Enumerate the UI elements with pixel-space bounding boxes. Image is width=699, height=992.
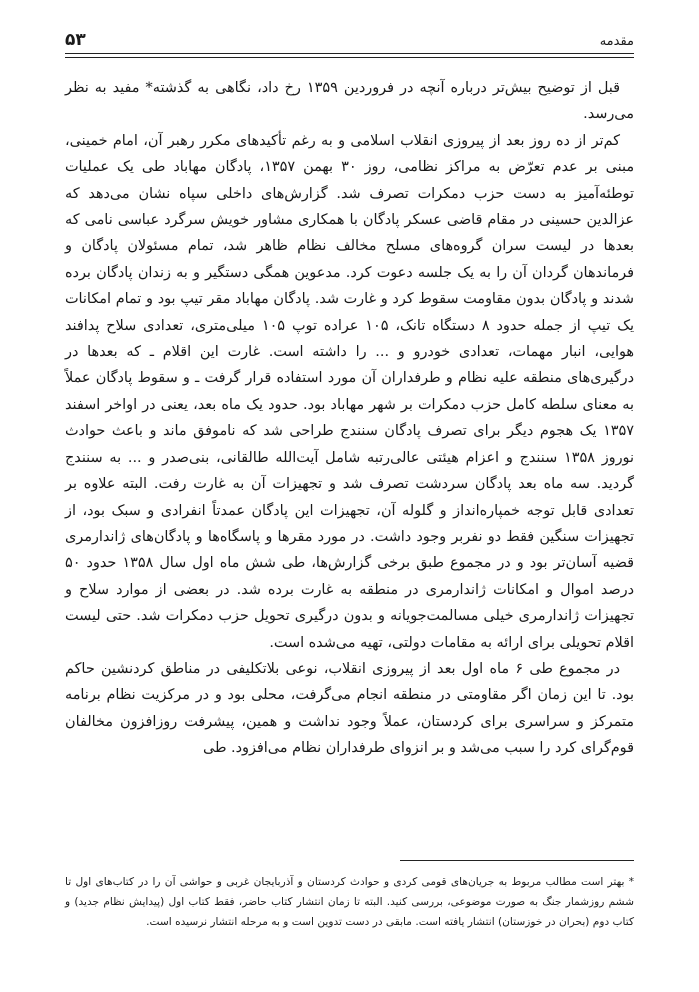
- body-text: [65, 75, 634, 762]
- paragraph-3: در مجموع طی ۶ ماه اول بعد از پیروزی انقلاب، نوعی بلاتکلیفی در مناطق کردنشین حاکم بود. تا این زمان اگر مقاومتی در منطقه انجام می‌گرفت، محلی بود و در مرکزیت نظام برنامه متمرکز و سراسری برای کردستان، عملاً وجود نداشت و همین، پیشرفت روزافزون مخالفان قوم‌گرای کرد را سبب می‌شد و بر انزوای طرفداران نظام می‌افزود. طی: [65, 660, 634, 757]
- footnote-separator: [400, 860, 634, 861]
- paragraph-1: قبل از توضیح بیش‌تر درباره آنچه در فروردین ۱۳۵۹ رخ داد، نگاهی به گذشته* مفید به نظر می‌رسد.: [65, 80, 634, 123]
- footnote: [65, 872, 634, 932]
- chapter-title: مقدمه: [599, 34, 634, 49]
- header-rule: [65, 53, 634, 58]
- paragraph-2: کم‌تر از ده روز بعد از پیروزی انقلاب اسلامی و به رغم تأکیدهای مکرر رهبر آن، امام خمینی، مبنی بر عدم تعرّض به مراکز نظامی، روز ۳۰ بهمن ۱۳۵۷، پادگان مهاباد طی یک عملیات توطئه‌آمیز به دست حزب دمکرات تصرف شد. گزارش‌های داخلی سپاه نشان می‌دهد که عزالدین حسینی در مقام قاضی عسکر پادگان با همکاری مشاور خویش سرگرد عباسی نامی که بعدها در لیست سران گروه‌های مسلح مخالف نظام ظاهر شد، تمام مسئولان پادگان و فرماندهان گردان آن را به یک جلسه دعوت کرد. مدعوین همگی دستگیر و به زندان پادگان برده شدند و پادگان بدون مقاومت سقوط کرد و غارت شد. پادگان مهاباد مقر تیپ بود و تمام امکانات یک تیپ از جمله حدود ۸ دستگاه تانک، ۱۰۵ عراده توپ ۱۰۵ میلی‌متری، تعدادی سلاح پدافند هوایی، انبار مهمات، تعدادی خودرو و ... را داشته است. غارت این اقلام ـ که بعدها در درگیری‌های منطقه علیه نظام و طرفداران آن مورد استفاده قرار گرفت ـ و سقوط پادگان عملاً به معنای سلطه کامل حزب دمکرات بر شهر مهاباد بود. حدود یک ماه بعد، یعنی در اواخر اسفند ۱۳۵۷ یک هجوم دیگر برای تصرف پادگان سنندج طراحی شد که ناموفق ماند و باعث حوادث نوروز ۱۳۵۸ سنندج و اعزام هیئتی عالی‌رتبه شامل آیت‌الله طالقانی، بنی‌صدر و ... به سنندج گردید. سه ماه بعد پادگان سردشت تصرف شد و تجهیزات آن به غارت رفت. البته علاوه بر تعدادی قابل توجه خمپاره‌انداز و گلوله آن، تجهیزات این پادگان عمدتاً انفرادی و سبک بود، از تجهیزات سنگین فقط دو نفربر وجود داشت. در مورد مقرها و پاسگاه‌ها و پادگان‌های ژاندارمری قضیه آسان‌تر بود و در مجموع طبق برخی گزارش‌ها، طی شش ماه اول سال ۱۳۵۸ حدود ۵۰ درصد اموال و امکانات ژاندارمری در منطقه به غارت برده شد. در بعضی از موارد سلاح و تجهیزات ژاندارمری خیلی مسالمت‌جویانه و بدون درگیری تحویل حزب دمکرات شد. حتی لیست اقلام تحویلی برای ارائه به مقامات دولتی، تهیه می‌شده است.: [65, 132, 635, 651]
- page-number: ۵۳: [65, 30, 86, 50]
- footnote-text: * بهتر است مطالب مربوط به جریان‌های قومی کردی و حوادث کردستان و آذربایجان غربی و حواشی آن را در کتاب‌های اول تا ششم روزشمار جنگ به صورت موضوعی، بررسی کنید. البته تا زمان انتشار کتاب حاضر، فقط کتاب اول (پیدایش نظام جدید) و کتاب دوم (بحران در خوزستان) انتشار یافته است. مابقی در دست تدوین است و به مرحله انتشار نرسیده است.: [65, 876, 634, 928]
- running-header: [65, 30, 634, 58]
